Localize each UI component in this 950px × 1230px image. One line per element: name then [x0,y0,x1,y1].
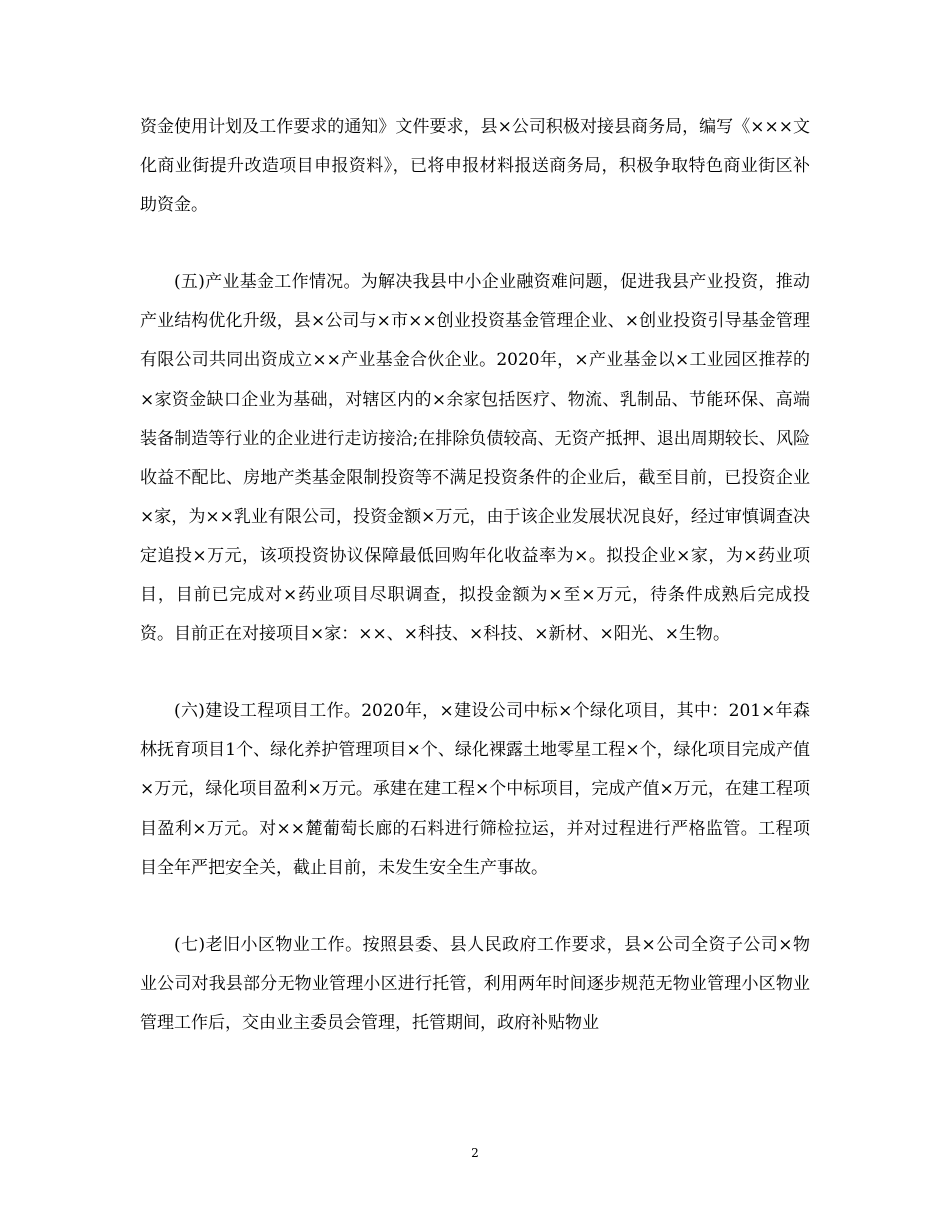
paragraph-continuation: 资金使用计划及工作要求的通知》文件要求，县×公司积极对接县商务局，编写《×××文化商业街提升改造项目申报资料》，已将申报材料报送商务局，积极争取特色商业街区补助资金。 [140,117,810,216]
body-text [140,108,810,1043]
paragraph-gap [140,888,810,926]
paragraph-gap [140,225,810,263]
paragraph-construction-projects: (六)建设工程项目工作。2020年，×建设公司中标×个绿化项目，其中：201×年森林抚育项目1个、绿化养护管理项目×个、绿化裸露土地零星工程×个，绿化项目完成产值×万元，绿化项目盈利×万元。承建在建工程×个中标项目，完成产值×万元，在建工程项目盈利×万元。对××麓葡萄长廊的石料进行筛检拉运，并对过程进行严格监管。工程项目全年严把安全关，截止目前，未发生安全生产事故。 [140,701,810,878]
page-number: 2 [471,1146,479,1160]
paragraph-old-community-property: (七)老旧小区物业工作。按照县委、县人民政府工作要求，县×公司全资子公司×物业公司对我县部分无物业管理小区进行托管，利用两年时间逐步规范无物业管理小区物业管理工作后，交由业主委员会管理，托管期间，政府补贴物业 [140,934,810,1033]
paragraph-industry-fund: (五)产业基金工作情况。为解决我县中小企业融资难问题，促进我县产业投资，推动产业结构优化升级，县×公司与×市××创业投资基金管理企业、×创业投资引导基金管理有限公司共同出资成立××产业基金合伙企业。2020年，×产业基金以×工业园区推荐的×家资金缺口企业为基础，对辖区内的×余家包括医疗、物流、乳制品、节能环保、高端装备制造等行业的企业进行走访接洽;在排除负债较高、无资产抵押、退出周期较长、风险收益不配比、房地产类基金限制投资等不满足投资条件的企业后，截至目前，已投资企业×家，为××乳业有限公司，投资金额×万元，由于该企业发展状况良好，经过审慎调查决定追投×万元，该项投资协议保障最低回购年化收益率为×。拟投企业×家，为×药业项目，目前已完成对×药业项目尽职调查，拟投金额为×至×万元，待条件成熟后完成投资。目前正在对接项目×家：××、×科技、×科技、×新材、×阳光、×生物。 [140,272,810,645]
paragraph-gap [140,654,810,692]
